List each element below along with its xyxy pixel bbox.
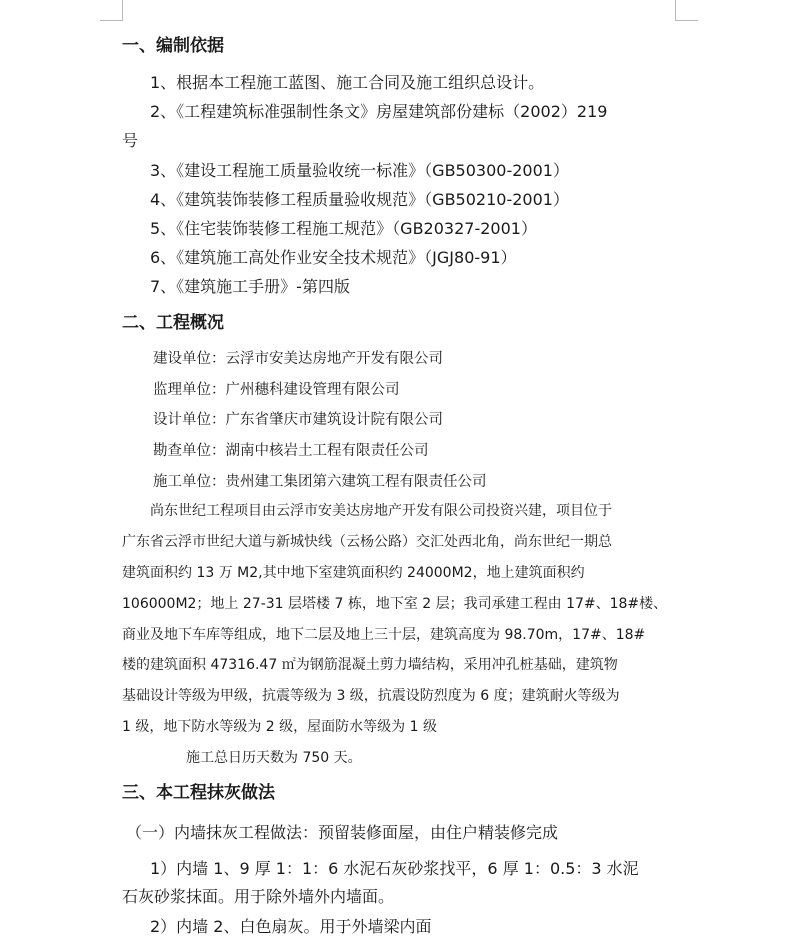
- overview-paragraph-line: 广东省云浮市世纪大道与新城快线（云杨公路）交汇处西北角，尚东世纪一期总: [122, 534, 612, 550]
- basis-item: 4、《建筑装饰装修工程质量验收规范》（GB50210-2001）: [150, 190, 569, 209]
- plastering-item-continuation: 石灰砂浆抹面。用于除外墙外内墙面。: [122, 887, 395, 906]
- basis-item: 6、《建筑施工高处作业安全技术规范》（JGJ80-91）: [150, 248, 517, 267]
- plastering-item: 1）内墙 1、9 厚 1：1：6 水泥石灰砂浆找平，6 厚 1：0.5：3 水泥: [150, 859, 639, 878]
- unit-line: 勘查单位：湖南中核岩土工程有限责任公司: [153, 443, 429, 459]
- plastering-item: 2）内墙 2、白色扇灰。用于外墙梁内面: [150, 917, 432, 936]
- basis-item-continuation: 号: [122, 131, 139, 150]
- plastering-subheading: （一）内墙抹灰工程做法：预留装修面屋，由住户精装修完成: [126, 823, 559, 842]
- unit-line: 建设单位：云浮市安美达房地产开发有限公司: [153, 351, 443, 367]
- basis-item: 2、《工程建筑标准强制性条文》房屋建筑部份建标（2002）219: [150, 102, 608, 121]
- overview-paragraph-line: 建筑面积约 13 万 M2,其中地下室建筑面积约 24000M2，地上建筑面积约: [122, 565, 585, 581]
- basis-item: 5、《住宅装饰装修工程施工规范》（GB20327-2001）: [150, 219, 537, 238]
- unit-line: 监理单位：广州穗科建设管理有限公司: [153, 382, 400, 398]
- basis-item: 1、根据本工程施工蓝图、施工合同及施工组织总设计。: [150, 73, 545, 92]
- overview-paragraph-line: 106000M2；地上 27-31 层塔楼 7 栋，地下室 2 层；我司承建工程由 17#、18#楼、: [122, 596, 668, 612]
- section-heading-overview: 二、工程概况: [122, 313, 224, 333]
- crop-mark-top-right: [675, 20, 698, 21]
- unit-line: 设计单位：广东省肇庆市建筑设计院有限公司: [153, 412, 443, 428]
- overview-paragraph-line: 基础设计等级为甲级，抗震等级为 3 级，抗震设防烈度为 6 度；建筑耐火等级为: [122, 688, 620, 704]
- crop-mark-top-left: [100, 20, 123, 21]
- section-heading-basis: 一、编制依据: [122, 36, 224, 56]
- overview-paragraph-line: 尚东世纪工程项目由云浮市安美达房地产开发有限公司投资兴建，项目位于: [150, 503, 612, 519]
- section-heading-plastering: 三、本工程抹灰做法: [122, 783, 275, 803]
- basis-item: 7、《建筑施工手册》-第四版: [150, 277, 350, 296]
- crop-mark-top-left: [122, 0, 123, 20]
- unit-line: 施工单位：贵州建工集团第六建筑工程有限责任公司: [153, 474, 487, 490]
- crop-mark-top-right: [675, 0, 676, 20]
- basis-item: 3、《建设工程施工质量验收统一标准》（GB50300-2001）: [150, 161, 569, 180]
- duration-line: 施工总日历天数为 750 天。: [186, 750, 362, 766]
- overview-paragraph-line: 1 级，地下防水等级为 2 级，屋面防水等级为 1 级: [122, 719, 437, 735]
- overview-paragraph-line: 楼的建筑面积 47316.47 ㎡为钢筋混凝土剪力墙结构，采用冲孔桩基础，建筑物: [122, 657, 618, 673]
- overview-paragraph-line: 商业及地下车库等组成，地下二层及地上三十层，建筑高度为 98.70m，17#、18#: [122, 627, 646, 643]
